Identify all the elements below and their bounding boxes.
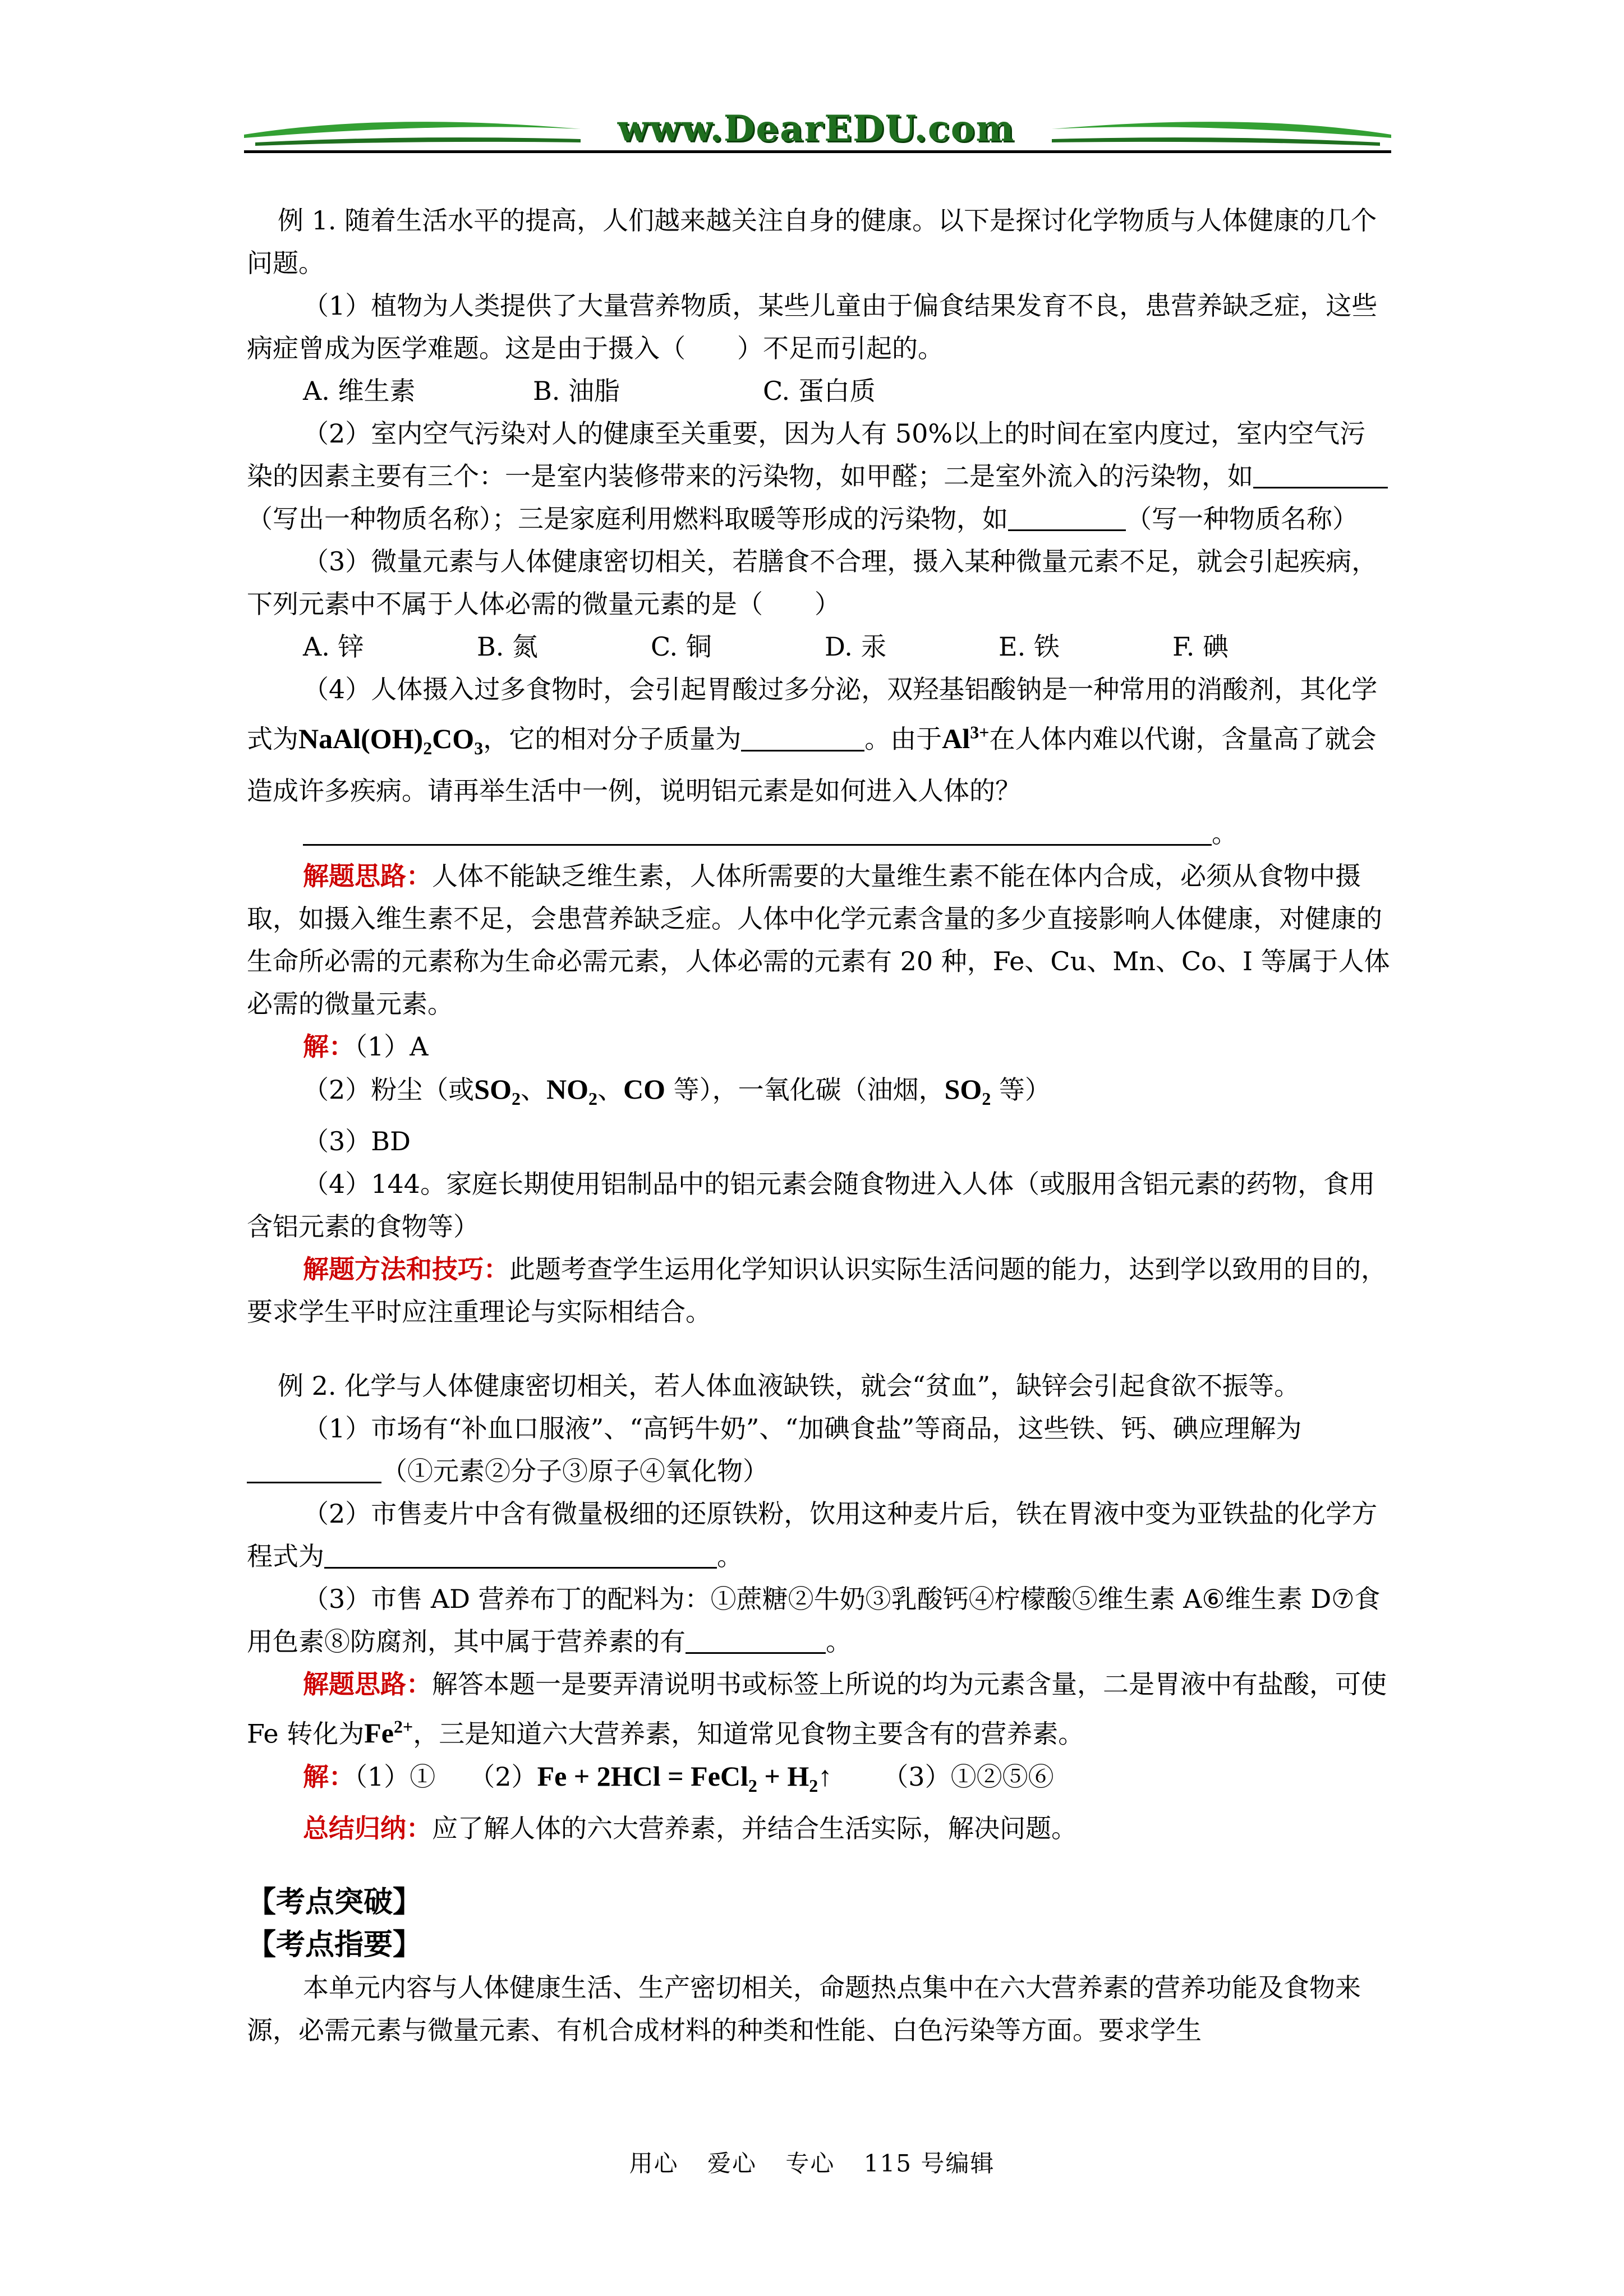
option: D. 汞 <box>825 631 887 662</box>
option: A. 锌 <box>303 631 364 662</box>
header-rule <box>244 150 1391 153</box>
answer-blank[interactable] <box>1008 500 1126 531</box>
option: B. 油脂 <box>533 376 620 406</box>
ex2-answer: 解：（1）① （2）Fe + 2HCl = FeCl$_2$ + $H_2↑$ （3）①②⑤⑥ <box>303 1760 1054 1796</box>
spacer <box>247 1333 1391 1364</box>
ex1-q1-options <box>247 370 1391 412</box>
ion: $Al^{3+}$ <box>942 722 990 754</box>
header-banner <box>244 107 1391 157</box>
ex2-q1: （1）市场有“补血口服液”、“高钙牛奶”、“加碘食盐”等商品，这些铁、钙、碘应理解为（①元素②分子③原子④氧化物） <box>247 1407 1391 1492</box>
ex2-intro: 例 2. 化学与人体健康密切相关，若人体血液缺铁，就会“贫血”，缺锌会引起食欲不振等。 <box>278 1370 1300 1401</box>
answer-blank[interactable] <box>686 1623 826 1654</box>
page-footer <box>0 2145 1624 2179</box>
ex1-q4: （4）人体摄入过多食物时，会引起胃酸过多分泌，双羟基铝酸钠是一种常用的消酸剂，其化学式为$NaAl(OH)_2CO_3$，它的相对分子质量为 。由于$Al^{3+}$在人体内难以代谢，含量高了就会造成许多疾病。请再举生活中一例，说明铝元素是如何进入人体的？ <box>247 674 1378 806</box>
ex2-q3: （3）市售 AD 营养布丁的配料为：①蔗糖②牛奶③乳酸钙④柠檬酸⑤维生素 A⑥维生素 D⑦食用色素⑧防腐剂，其中属于营养素的有 。 <box>247 1583 1381 1657</box>
footer-item: 专心 <box>785 2150 835 2177</box>
answer-blank[interactable] <box>324 1538 717 1569</box>
formula: $NaAl(OH)_2CO_3$ <box>298 722 484 758</box>
spacer <box>247 1850 1391 1881</box>
option: B. 氮 <box>477 631 539 662</box>
ex1-answer-2: （2）粉尘（或$SO_2$、$NO_2$、CO 等），一氧化碳（油烟，$SO_2$ 等） <box>303 1073 1051 1109</box>
ex1-method: 解题方法和技巧：此题考查学生运用化学知识认识实际生活问题的能力，达到学以致用的目的，要求学生平时应注重理论与实际相结合。 <box>247 1253 1387 1327</box>
ex2-q2: （2）市售麦片中含有微量极细的还原铁粉，饮用这种麦片后，铁在胃液中变为亚铁盐的化学方程式为 。 <box>247 1498 1378 1571</box>
ex1-q3-options <box>247 625 1391 668</box>
answer-blank[interactable] <box>247 1453 381 1483</box>
footer-item: 115 号编辑 <box>863 2150 995 2177</box>
equation: Fe + 2HCl = FeCl$_2$ + $H_2↑$ <box>537 1760 832 1796</box>
option: F. 碘 <box>1172 631 1229 662</box>
option: C. 铜 <box>651 631 712 662</box>
ex1-q1: （1）植物为人类提供了大量营养物质，某些儿童由于偏食结果发育不良，患营养缺乏症，这些病症曾成为医学难题。这是由于摄入（ ）不足而引起的。 <box>247 291 1378 363</box>
option: C. 蛋白质 <box>763 376 876 406</box>
ex2-summary: 总结归纳：应了解人体的六大营养素，并结合生活实际，解决问题。 <box>303 1813 1077 1844</box>
ex1-q3: （3）微量元素与人体健康密切相关，若膳食不合理，摄入某种微量元素不足，就会引起疾病，下列元素中不属于人体必需的微量元素的是（ ） <box>247 546 1378 619</box>
section-paragraph: 本单元内容与人体健康生活、生产密切相关，命题热点集中在六大营养素的营养功能及食物来源，必需元素与微量元素、有机合成材料的种类和性能、白色污染等方面。要求学生 <box>247 1972 1361 2046</box>
ex1-answer-1: 解：（1）A <box>303 1031 429 1062</box>
footer-item: 用心 <box>629 2150 679 2177</box>
document-body <box>247 199 1391 2051</box>
section-heading-keypoints: 【考点指要】 <box>247 1928 422 1962</box>
section-heading-breakthrough: 【考点突破】 <box>247 1885 422 1920</box>
ex1-q4-answer-line: 。 <box>247 812 1391 855</box>
option: E. 铁 <box>999 631 1060 662</box>
ex2-analysis: 解题思路：解答本题一是要弄清说明书或标签上所说的均为元素含量，二是胃液中有盐酸，可使 Fe 转化为$Fe^{2+}$，三是知道六大营养素，知道常见食物主要含有的营养素。 <box>247 1668 1387 1749</box>
option: A. 维生素 <box>303 376 416 406</box>
site-logo[interactable]: www.DearEDU.com <box>617 108 1015 150</box>
answer-blank[interactable] <box>1253 458 1388 488</box>
footer-item: 爱心 <box>707 2150 757 2177</box>
ex1-intro: 例 1. 随着生活水平的提高，人们越来越关注自身的健康。以下是探讨化学物质与人体健康的几个问题。 <box>247 205 1377 278</box>
answer-blank[interactable] <box>741 721 864 751</box>
ex1-answer-4: （4）144。家庭长期使用铝制品中的铝元素会随食物进入人体（或服用含铝元素的药物，食用含铝元素的食物等） <box>247 1168 1375 1242</box>
ex1-analysis: 解题思路：人体不能缺乏维生素，人体所需要的大量维生素不能在体内合成，必须从食物中摄取，如摄入维生素不足，会患营养缺乏症。人体中化学元素含量的多少直接影响人体健康，对健康的生命所必需的元素称为生命必需元素，人体必需的元素有 20 种，Fe、Cu、Mn、Co、I 等属于人体必需的微量元素。 <box>247 860 1390 1019</box>
ex1-q2: （2）室内空气污染对人的健康至关重要，因为人有 50%以上的时间在室内度过，室内空气污染的因素主要有三个：一是室内装修带来的污染物，如甲醛；二是室外流入的污染物，如（写出一种物质名称）；三是家庭利用燃料取暖等形成的污染物，如 （写一种物质名称） <box>247 412 1391 540</box>
ex1-answer-3: （3）BD <box>303 1126 411 1156</box>
answer-blank[interactable] <box>303 815 1212 846</box>
